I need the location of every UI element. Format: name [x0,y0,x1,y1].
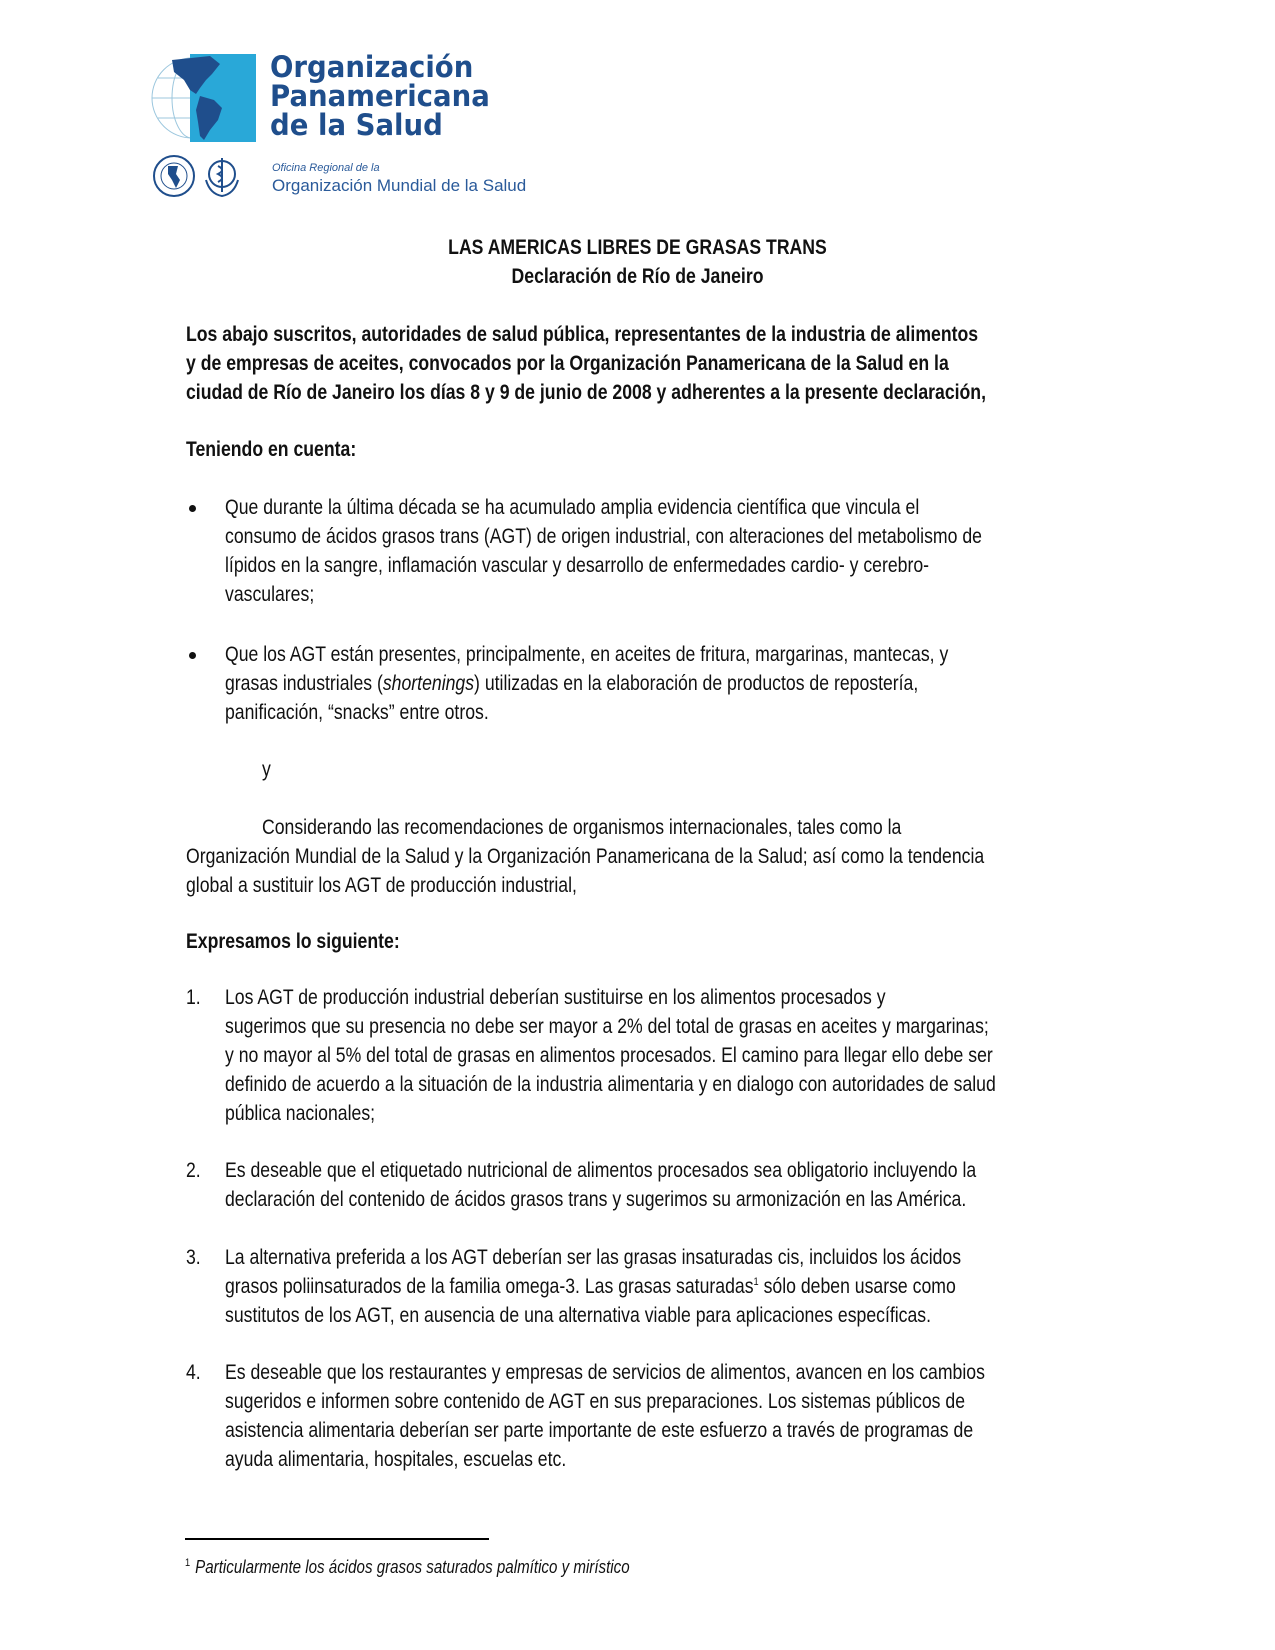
item-2-line: Es deseable que el etiquetado nutricional de alimentos procesados sea obligatorio incluyendo la [225,1159,977,1182]
connector-y: y [262,758,271,781]
text-run: ) utilizadas en la elaboración de productos de repostería, [474,672,919,695]
considering-line: Considerando las recomendaciones de organismos internacionales, tales como la [262,816,902,839]
emphasis-shortenings: shortenings [382,672,475,695]
text-run: sólo deben usarse como [758,1275,956,1298]
item-1-line: Los AGT de producción industrial deberían sustituirse en los alimentos procesados y [225,986,886,1009]
item-1-line: sugerimos que su presencia no debe ser mayor a 2% del total de grasas en aceites y margarinas; [225,1015,989,1038]
heading-teniendo: Teniendo en cuenta: [186,438,357,461]
item-4-line: sugeridos e informen sobre contenido de AGT en sus preparaciones. Los sistemas públicos de [225,1390,966,1413]
intro-line: y de empresas de aceites, convocados por la Organización Panamericana de la Salud en la [186,352,949,375]
considering-line: global a sustituir los AGT de producción industrial, [186,874,577,897]
paho-seal-icon [152,154,196,198]
document-title: LAS AMERICAS LIBRES DE GRASAS TRANS [448,236,827,259]
logo-line-3: de la Salud [270,108,443,142]
who-emblem-icon [200,154,244,198]
item-4-line: ayuda alimentaria, hospitales, escuelas etc. [225,1448,567,1471]
logo-line-1: Organización [270,50,474,84]
bullet-marker [189,505,196,512]
item-number: 2. [186,1159,201,1182]
americas-globe-icon [150,50,260,145]
item-2-line: declaración del contenido de ácidos grasos trans y sugerimos su armonización en las América. [225,1188,967,1211]
item-number: 3. [186,1246,201,1269]
bullet-1-line: lípidos en la sangre, inflamación vascular y desarrollo de enfermedades cardio- y cerebro- [225,554,929,577]
intro-line: Los abajo suscritos, autoridades de salud pública, representantes de la industria de alimentos [186,323,979,346]
footnote-reference[interactable]: 1 [753,1276,759,1288]
logo-subtitle-1: Oficina Regional de la [272,162,380,174]
bullet-2-line: panificación, “snacks” entre otros. [225,701,489,724]
paho-logo [150,50,580,210]
item-3-line: La alternativa preferida a los AGT deberían ser las grasas insaturadas cis, incluidos los ácidos [225,1246,962,1269]
item-4-line: Es deseable que los restaurantes y empresas de servicios de alimentos, avancen en los cambios [225,1361,985,1384]
item-1-line: definido de acuerdo a la situación de la industria alimentaria y en dialogo con autoridades de salud [225,1073,996,1096]
footnote-mark: 1 [185,1557,191,1569]
bullet-2-line [225,672,918,696]
bullet-1-line: Que durante la última década se ha acumulado amplia evidencia científica que vincula el [225,496,920,519]
logo-line-2: Panamericana [270,79,490,113]
heading-expresamos: Expresamos lo siguiente: [186,930,400,953]
bullet-2-line: Que los AGT están presentes, principalmente, en aceites de fritura, margarinas, mantecas, y [225,643,949,666]
footnote-text: Particularmente los ácidos grasos saturados palmítico y mirístico [195,1557,630,1577]
document-subtitle: Declaración de Río de Janeiro [511,265,764,288]
item-3-line: sustitutos de los AGT, en ausencia de una alternativa viable para aplicaciones específicas. [225,1304,932,1327]
footnote-separator [185,1538,489,1540]
item-3-line [225,1275,956,1299]
text-run: grasos poliinsaturados de la familia omega-3. Las grasas saturadas [225,1275,754,1298]
logo-subtitle-2: Organización Mundial de la Salud [272,176,527,195]
item-4-line: asistencia alimentaria deberían ser parte importante de este esfuerzo a través de programas de [225,1419,974,1442]
item-1-line: y no mayor al 5% del total de grasas en alimentos procesados. El camino para llegar ello debe ser [225,1044,993,1067]
intro-line: ciudad de Río de Janeiro los días 8 y 9 de junio de 2008 y adherentes a la presente declaración, [186,381,986,404]
footnote [185,1552,630,1578]
item-1-line: pública nacionales; [225,1102,376,1125]
bullet-1-line: vasculares; [225,583,315,606]
item-number: 1. [186,986,201,1009]
considering-line: Organización Mundial de la Salud y la Organización Panamericana de la Salud; así como la tendencia [186,845,985,868]
text-run: grasas industriales ( [225,672,383,695]
bullet-1-line: consumo de ácidos grasos trans (AGT) de origen industrial, con alteraciones del metabolismo de [225,525,982,548]
bullet-marker [189,652,196,659]
item-number: 4. [186,1361,201,1384]
